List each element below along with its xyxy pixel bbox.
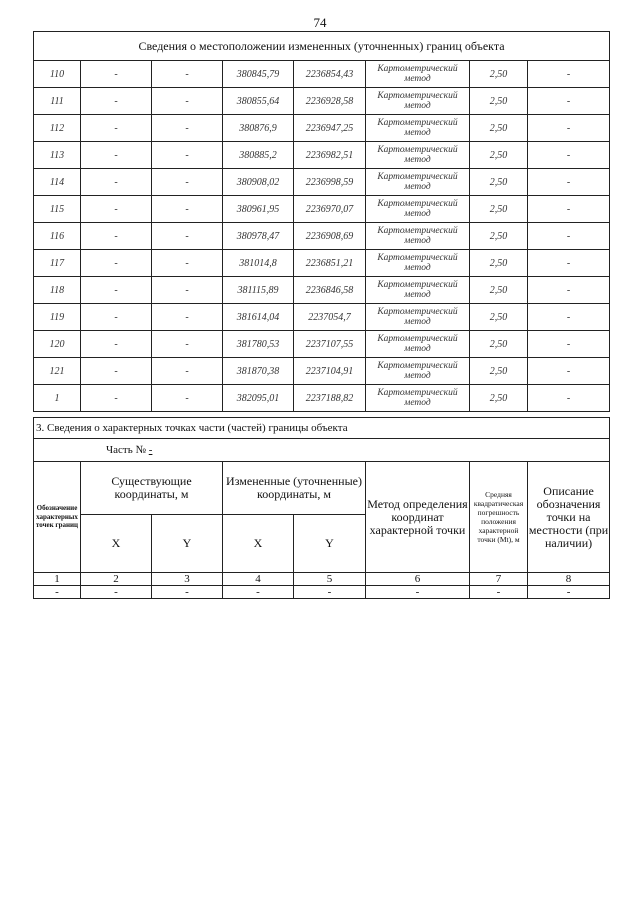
description-cell: - (528, 169, 610, 196)
boundary-table-title: Сведения о местоположении измененных (уточненных) границ объекта (34, 32, 610, 61)
accuracy-cell: 2,50 (470, 88, 528, 115)
point-id-cell: 110 (34, 61, 81, 88)
boundary-coordinates-table (33, 31, 610, 412)
y-existing-cell: - (152, 250, 223, 277)
x-existing-cell: - (81, 142, 152, 169)
y-existing-cell: - (152, 385, 223, 412)
column-number: 8 (528, 573, 610, 586)
column-number: 6 (366, 573, 470, 586)
point-id-cell: 118 (34, 277, 81, 304)
accuracy-cell: 2,50 (470, 223, 528, 250)
table-row (34, 142, 610, 169)
x-changed-cell: 380845,79 (223, 61, 294, 88)
accuracy-cell: 2,50 (470, 277, 528, 304)
description-cell: - (528, 196, 610, 223)
x-existing-cell: - (81, 385, 152, 412)
y-changed-cell: 2236998,59 (294, 169, 366, 196)
header-method: Метод определения координат характерной точки (366, 462, 470, 573)
header-existing-coords: Существующие координаты, м (81, 462, 223, 515)
description-cell: - (528, 223, 610, 250)
table-row (34, 223, 610, 250)
description-cell: - (528, 277, 610, 304)
x-changed-cell: 381780,53 (223, 331, 294, 358)
x-existing-cell: - (81, 358, 152, 385)
accuracy-cell: 2,50 (470, 142, 528, 169)
x-existing-cell: - (81, 169, 152, 196)
point-id-cell: 119 (34, 304, 81, 331)
point-id-cell: 120 (34, 331, 81, 358)
method-cell: Картометрический метод (366, 304, 470, 331)
y-changed-cell: 2236908,69 (294, 223, 366, 250)
header-changed-coords: Измененные (уточненные) координаты, м (223, 462, 366, 515)
y-existing-cell: - (152, 358, 223, 385)
y-changed-cell: 2236851,21 (294, 250, 366, 277)
point-id-cell: 113 (34, 142, 81, 169)
description-cell: - (528, 358, 610, 385)
x-changed-cell: 380885,2 (223, 142, 294, 169)
point-id-cell: 115 (34, 196, 81, 223)
y-changed-cell: 2236846,58 (294, 277, 366, 304)
point-id-cell: 114 (34, 169, 81, 196)
point-id-cell: 117 (34, 250, 81, 277)
y-changed-cell: 2236982,51 (294, 142, 366, 169)
part-number-row (34, 439, 610, 462)
header-y-existing: Y (152, 515, 223, 573)
method-cell: Картометрический метод (366, 115, 470, 142)
header-point-designation: Обозначение характерных точек границ (34, 462, 81, 573)
point-id-cell: 1 (34, 385, 81, 412)
method-cell: Картометрический метод (366, 223, 470, 250)
header-x-existing: X (81, 515, 152, 573)
accuracy-cell: 2,50 (470, 385, 528, 412)
method-cell: Картометрический метод (366, 169, 470, 196)
table-row (34, 196, 610, 223)
method-cell: Картометрический метод (366, 142, 470, 169)
method-cell: Картометрический метод (366, 385, 470, 412)
y-changed-cell: 2236854,43 (294, 61, 366, 88)
x-changed-cell: 380855,64 (223, 88, 294, 115)
y-existing-cell: - (152, 169, 223, 196)
point-id-cell: 111 (34, 88, 81, 115)
y-changed-cell: 2236947,25 (294, 115, 366, 142)
method-cell: Картометрический метод (366, 358, 470, 385)
method-cell: Картометрический метод (366, 61, 470, 88)
empty-cell: - (366, 586, 470, 599)
y-existing-cell: - (152, 115, 223, 142)
accuracy-cell: 2,50 (470, 358, 528, 385)
x-changed-cell: 380876,9 (223, 115, 294, 142)
method-cell: Картометрический метод (366, 196, 470, 223)
empty-cell: - (528, 586, 610, 599)
accuracy-cell: 2,50 (470, 196, 528, 223)
page-number: 74 (313, 15, 327, 30)
table-row (34, 88, 610, 115)
accuracy-cell: 2,50 (470, 331, 528, 358)
description-cell: - (528, 331, 610, 358)
y-existing-cell: - (152, 304, 223, 331)
accuracy-cell: 2,50 (470, 115, 528, 142)
point-id-cell: 112 (34, 115, 81, 142)
part-label: Часть № (106, 444, 146, 456)
empty-cell: - (223, 586, 294, 599)
header-accuracy: Средняя квадратическая погрешность положения характерной точки (Mt), м (470, 462, 528, 573)
empty-cell: - (152, 586, 223, 599)
table-row (34, 277, 610, 304)
y-existing-cell: - (152, 88, 223, 115)
y-existing-cell: - (152, 196, 223, 223)
description-cell: - (528, 142, 610, 169)
x-existing-cell: - (81, 196, 152, 223)
column-number: 1 (34, 573, 81, 586)
method-cell: Картометрический метод (366, 250, 470, 277)
y-changed-cell: 2237104,91 (294, 358, 366, 385)
header-y-changed: Y (294, 515, 366, 573)
y-existing-cell: - (152, 331, 223, 358)
description-cell: - (528, 61, 610, 88)
point-id-cell: 121 (34, 358, 81, 385)
accuracy-cell: 2,50 (470, 169, 528, 196)
y-existing-cell: - (152, 223, 223, 250)
method-cell: Картометрический метод (366, 331, 470, 358)
description-cell: - (528, 304, 610, 331)
table-row (34, 115, 610, 142)
x-existing-cell: - (81, 223, 152, 250)
x-existing-cell: - (81, 250, 152, 277)
table-row (34, 304, 610, 331)
x-existing-cell: - (81, 61, 152, 88)
section-title: 3. Сведения о характерных точках части (частей) границы объекта (34, 418, 610, 439)
y-changed-cell: 2237054,7 (294, 304, 366, 331)
description-cell: - (528, 115, 610, 142)
x-existing-cell: - (81, 88, 152, 115)
point-id-cell: 116 (34, 223, 81, 250)
y-existing-cell: - (152, 61, 223, 88)
description-cell: - (528, 88, 610, 115)
x-changed-cell: 381115,89 (223, 277, 294, 304)
table-row (34, 331, 610, 358)
empty-cell: - (81, 586, 152, 599)
method-cell: Картометрический метод (366, 88, 470, 115)
y-changed-cell: 2237107,55 (294, 331, 366, 358)
column-number: 7 (470, 573, 528, 586)
y-changed-cell: 2236928,58 (294, 88, 366, 115)
y-changed-cell: 2237188,82 (294, 385, 366, 412)
table-row (34, 385, 610, 412)
y-changed-cell: 2236970,07 (294, 196, 366, 223)
part-points-table (33, 417, 610, 599)
part-number: - (148, 444, 153, 456)
table-row (34, 358, 610, 385)
column-number: 3 (152, 573, 223, 586)
x-existing-cell: - (81, 304, 152, 331)
accuracy-cell: 2,50 (470, 250, 528, 277)
table-row (34, 61, 610, 88)
description-cell: - (528, 250, 610, 277)
description-cell: - (528, 385, 610, 412)
empty-cell: - (470, 586, 528, 599)
empty-cell: - (34, 586, 81, 599)
column-number: 5 (294, 573, 366, 586)
x-changed-cell: 381014,8 (223, 250, 294, 277)
header-x-changed: X (223, 515, 294, 573)
column-number: 4 (223, 573, 294, 586)
header-description: Описание обозначения точки на местности (при наличии) (528, 462, 610, 573)
x-changed-cell: 381614,04 (223, 304, 294, 331)
y-existing-cell: - (152, 142, 223, 169)
table-row (34, 250, 610, 277)
x-existing-cell: - (81, 331, 152, 358)
x-changed-cell: 380961,95 (223, 196, 294, 223)
y-existing-cell: - (152, 277, 223, 304)
column-number: 2 (81, 573, 152, 586)
x-changed-cell: 382095,01 (223, 385, 294, 412)
x-existing-cell: - (81, 115, 152, 142)
empty-cell: - (294, 586, 366, 599)
table-row (34, 169, 610, 196)
method-cell: Картометрический метод (366, 277, 470, 304)
accuracy-cell: 2,50 (470, 304, 528, 331)
x-changed-cell: 380908,02 (223, 169, 294, 196)
x-changed-cell: 381870,38 (223, 358, 294, 385)
x-existing-cell: - (81, 277, 152, 304)
accuracy-cell: 2,50 (470, 61, 528, 88)
x-changed-cell: 380978,47 (223, 223, 294, 250)
